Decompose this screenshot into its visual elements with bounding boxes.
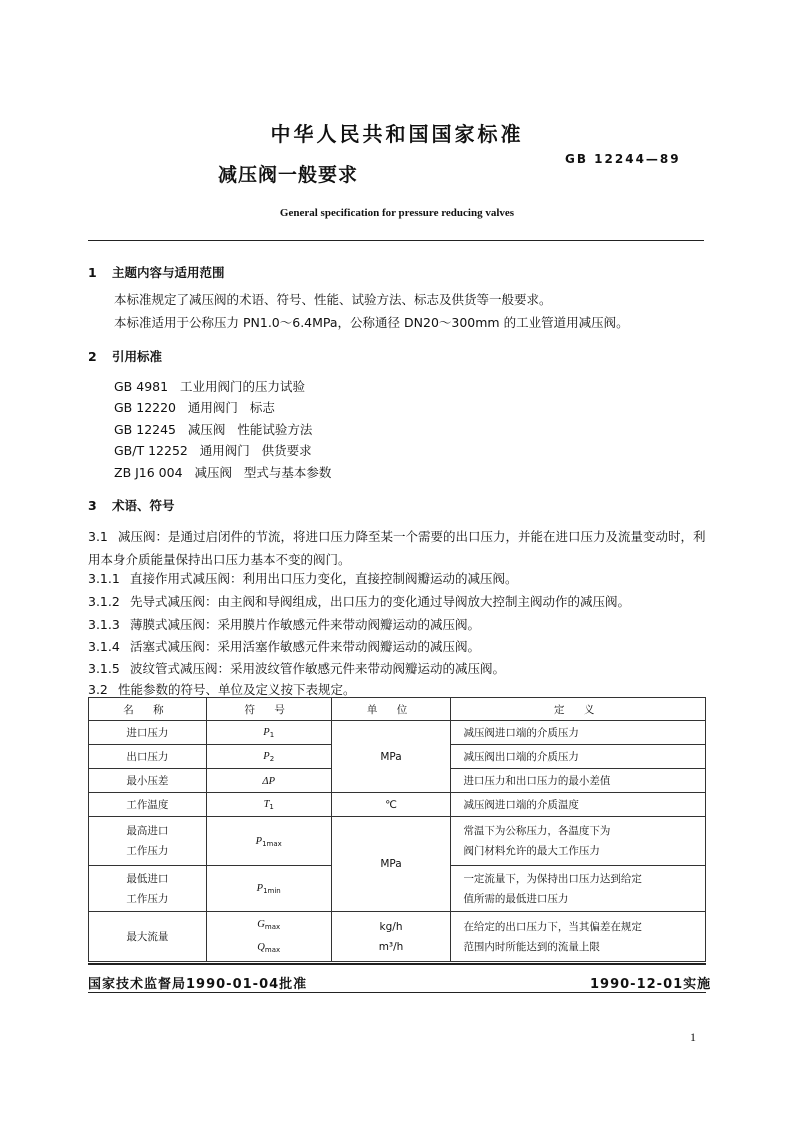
clause-number: 3.1.2: [88, 594, 120, 609]
param-name-line: 工作压力: [126, 892, 169, 905]
definition-line: 常温下为公称压力，各温度下为: [463, 825, 611, 837]
param-unit: ℃: [331, 793, 451, 817]
param-name: 出口压力: [89, 745, 207, 769]
document-title: 减压阀一般要求: [218, 164, 359, 186]
effective-date: 1990-12-01实施: [590, 977, 712, 992]
column-header-symbol: 符 号: [206, 698, 331, 721]
clause-text: 波纹管式减压阀：采用波纹管作敏感元件来带动阀瓣运动的减压阀。: [130, 661, 506, 676]
section-1-paragraph-2: 本标准适用于公称压力 PN1.0～6.4MPa，公称通径 DN20～300mm 的工业管道用减压阀。: [114, 315, 629, 330]
section-title: 主题内容与适用范围: [112, 265, 225, 280]
section-title: 引用标准: [112, 349, 163, 364]
table-row: [89, 721, 706, 745]
footer-bottom-rule: [88, 992, 706, 993]
param-definition: 减压阀出口端的介质压力: [451, 745, 706, 769]
symbol-letter: G: [257, 918, 265, 930]
section-number: 1: [88, 265, 97, 280]
param-name: 最大流量: [89, 912, 207, 962]
param-name-line: 最高进口: [126, 825, 169, 837]
symbol-letter: Q: [257, 941, 265, 953]
param-unit: MPa: [331, 721, 451, 793]
param-symbol: [206, 912, 331, 962]
symbol-letter: P: [263, 727, 270, 738]
param-name: [89, 817, 207, 866]
section-1-paragraph-1: 本标准规定了减压阀的术语、符号、性能、试验方法、标志及供货等一般要求。: [114, 292, 552, 307]
param-unit: [331, 912, 451, 962]
page-number: 1: [690, 1030, 696, 1044]
reference-item: GB 4981 工业用阀门的压力试验: [114, 379, 305, 394]
clause-3-2: [88, 680, 708, 698]
param-definition: [451, 912, 706, 962]
unit-line: m³/h: [378, 940, 404, 953]
param-symbol: [206, 793, 331, 817]
reference-item: ZB J16 004 减压阀 型式与基本参数: [114, 464, 332, 480]
symbol-subscript: 2: [269, 755, 275, 763]
param-symbol: [206, 817, 331, 866]
english-title: General specification for pressure reducing valves: [279, 207, 515, 219]
approval-date: 国家技术监督局1990-01-04批准: [88, 977, 308, 992]
clause-number: 3.1: [88, 529, 108, 544]
param-symbol: [206, 769, 331, 793]
symbol-letter: P: [256, 883, 264, 894]
section-number: 2: [88, 349, 97, 364]
symbol-subscript: 1: [269, 731, 275, 739]
symbol-line: [211, 937, 327, 960]
footer-rule: [88, 963, 706, 965]
clause-text: 性能参数的符号、单位及定义按下表规定。: [118, 682, 356, 697]
clause-text: 减压阀：是通过启闭件的节流，将进口压力降至某一个需要的出口压力，并能在进口压力及流量变动时，利用本身介质能量保持出口压力基本不变的阀门。: [88, 529, 706, 567]
section-number: 3: [88, 498, 97, 513]
param-symbol: [206, 866, 331, 912]
reference-item: GB 12220 通用阀门 标志: [114, 400, 275, 416]
clause-number: 3.1.1: [88, 571, 120, 586]
section-3-heading: [88, 496, 175, 514]
param-definition: 减压阀进口端的介质温度: [451, 793, 706, 817]
standard-code: GB 12244—89: [565, 152, 681, 166]
column-header-unit: 单 位: [331, 698, 451, 721]
parameter-table: [88, 697, 706, 962]
param-definition: [451, 817, 706, 866]
param-unit: MPa: [331, 817, 451, 912]
clause-3-1-3: [88, 615, 708, 633]
clause-number: 3.1.3: [88, 617, 120, 632]
definition-line: 一定流量下，为保持出口压力达到给定: [463, 872, 642, 885]
symbol-letter: P: [255, 835, 263, 847]
definition-line: 范围内时所能达到的流量上限: [463, 940, 600, 953]
header-rule: [88, 240, 704, 241]
clause-3-1-2: [88, 592, 708, 610]
section-1-heading: [88, 263, 225, 281]
param-name-line: 工作压力: [126, 845, 169, 857]
table-row: [89, 793, 706, 817]
param-definition: [451, 866, 706, 912]
param-name: 进口压力: [89, 721, 207, 745]
clause-text: 薄膜式减压阀：采用膜片作敏感元件来带动阀瓣运动的减压阀。: [130, 617, 481, 632]
param-definition: 减压阀进口端的介质压力: [451, 721, 706, 745]
definition-line: 在给定的出口压力下，当其偏差在规定: [463, 920, 642, 933]
clause-text: 活塞式减压阀：采用活塞作敏感元件来带动阀瓣运动的减压阀。: [130, 639, 481, 654]
table-row: [89, 817, 706, 866]
symbol-subscript: 1: [269, 803, 274, 811]
param-symbol: [206, 721, 331, 745]
clause-3-1-5: [88, 659, 708, 677]
reference-item: GB 12245 减压阀 性能试验方法: [114, 421, 313, 437]
symbol-letter: P: [263, 751, 270, 762]
param-name: [89, 866, 207, 912]
clause-text: 直接作用式减压阀：利用出口压力变化，直接控制阀瓣运动的减压阀。: [130, 571, 518, 586]
param-symbol: [206, 745, 331, 769]
table-row: [89, 912, 706, 962]
param-name: 最小压差: [89, 769, 207, 793]
param-definition: 进口压力和出口压力的最小差值: [451, 769, 706, 793]
section-title: 术语、符号: [112, 498, 175, 513]
clause-3-1-4: [88, 637, 708, 655]
clause-number: 3.2: [88, 682, 108, 697]
table-header-row: [89, 698, 706, 721]
section-2-heading: [88, 347, 162, 365]
definition-line: 阀门材料允许的最大工作压力: [463, 845, 600, 857]
column-header-name: 名 称: [89, 698, 207, 721]
symbol-subscript: max: [264, 922, 281, 931]
unit-line: kg/h: [379, 920, 403, 933]
clause-number: 3.1.4: [88, 639, 120, 654]
reference-list: [114, 376, 331, 483]
symbol-letter: T: [263, 799, 270, 810]
clause-3-1-1: [88, 569, 708, 587]
param-name: 工作温度: [89, 793, 207, 817]
param-name-line: 最低进口: [126, 872, 169, 885]
column-header-definition: 定 义: [451, 698, 706, 721]
symbol-subscript: 1min: [263, 887, 281, 895]
clause-text: 先导式减压阀：由主阀和导阀组成，出口压力的变化通过导阀放大控制主阀动作的减压阀。: [130, 594, 631, 609]
symbol-subscript: 1max: [262, 839, 282, 848]
reference-item: GB/T 12252 通用阀门 供货要求: [114, 443, 312, 459]
clause-3-1: [88, 525, 708, 571]
definition-line: 值所需的最低进口压力: [463, 892, 569, 905]
symbol-subscript: max: [264, 945, 281, 954]
clause-number: 3.1.5: [88, 661, 120, 676]
national-standard-heading: 中华人民共和国国家标准: [270, 122, 524, 146]
symbol-letter: ΔP: [262, 775, 275, 787]
symbol-line: [211, 914, 327, 937]
